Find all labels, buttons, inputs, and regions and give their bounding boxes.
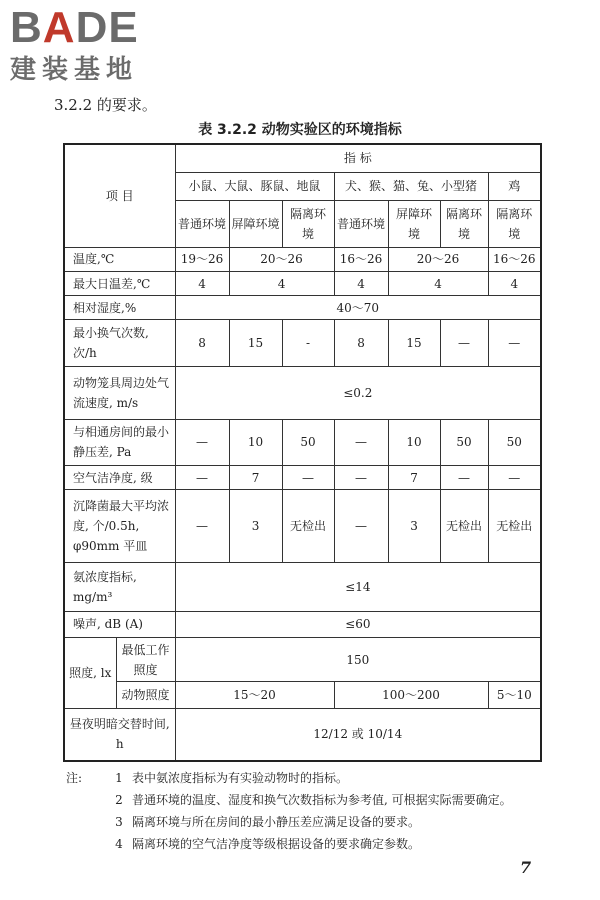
cell: ≤0.2 xyxy=(175,366,541,419)
header-group-chicken: 鸡 xyxy=(488,172,541,200)
header-env: 普通环境 xyxy=(175,201,229,248)
header-indicator: 指 标 xyxy=(175,144,541,172)
cell: — xyxy=(175,419,229,466)
note-number: 3 xyxy=(115,815,123,829)
cell: — xyxy=(175,466,229,490)
cell: — xyxy=(334,466,388,490)
cell: 15 xyxy=(388,320,440,367)
row-label-bacteria: 沉降菌最大平均浓度, 个/0.5h, φ90mm 平皿 xyxy=(64,490,175,563)
cell: 15～20 xyxy=(175,682,334,708)
row-sublabel-animal-lux: 动物照度 xyxy=(116,682,175,708)
cell: 4 xyxy=(175,271,229,295)
cell: 5～10 xyxy=(488,682,541,708)
cell: — xyxy=(175,490,229,563)
note-text: 隔离环境的空气洁净度等级根据设备的要求确定参数。 xyxy=(132,837,421,851)
note-number: 2 xyxy=(115,793,123,807)
cell: 12/12 或 10/14 xyxy=(175,708,541,761)
header-item: 项 目 xyxy=(64,144,175,247)
row-label-ammonia: 氨浓度指标, mg/m³ xyxy=(64,563,175,612)
header-group-rodents: 小鼠、大鼠、豚鼠、地鼠 xyxy=(175,172,334,200)
row-label-airflow: 动物笼具周边处气流速度, m/s xyxy=(64,366,175,419)
cell: 150 xyxy=(175,637,541,682)
header-env: 隔离环境 xyxy=(488,201,541,248)
cell: 40～70 xyxy=(175,296,541,320)
logo-chinese-text: 建装基地 xyxy=(10,55,139,85)
cell: 50 xyxy=(282,419,334,466)
cell: ≤60 xyxy=(175,611,541,637)
cell: — xyxy=(282,466,334,490)
row-label-cleanliness: 空气洁净度, 级 xyxy=(64,466,175,490)
note-item xyxy=(66,789,512,811)
cell: — xyxy=(488,466,541,490)
cell: 19～26 xyxy=(175,247,229,271)
row-sublabel-min-work-lux: 最低工作照度 xyxy=(116,637,175,682)
logo-letters-2: DE xyxy=(75,3,139,52)
logo-letters-1: B xyxy=(10,3,43,52)
notes xyxy=(66,767,512,855)
row-label-day-night: 昼夜明暗交替时间, h xyxy=(64,708,175,761)
cell: 10 xyxy=(388,419,440,466)
cell: 3 xyxy=(388,490,440,563)
note-item xyxy=(66,767,512,789)
cell: 8 xyxy=(334,320,388,367)
cell: 无检出 xyxy=(440,490,488,563)
bade-logo xyxy=(10,3,180,90)
cell: 8 xyxy=(175,320,229,367)
cell: 3 xyxy=(229,490,282,563)
cell: ≤14 xyxy=(175,563,541,612)
cell: 4 xyxy=(488,271,541,295)
cell: 4 xyxy=(334,271,388,295)
cell: 4 xyxy=(229,271,334,295)
note-item xyxy=(66,833,512,855)
note-item xyxy=(66,811,512,833)
environment-table xyxy=(63,143,542,762)
cell: 20～26 xyxy=(229,247,334,271)
cell: - xyxy=(282,320,334,367)
cell: — xyxy=(440,466,488,490)
note-text: 普通环境的温度、湿度和换气次数指标为参考值, 可根据实际需要确定。 xyxy=(132,793,512,807)
cell: 50 xyxy=(488,419,541,466)
cell: 50 xyxy=(440,419,488,466)
notes-label: 注: xyxy=(66,771,83,785)
table-caption: 表 3.2.2 动物实验区的环境指标 xyxy=(198,122,402,138)
row-label-lux: 照度, lx xyxy=(64,637,116,708)
cell: 无检出 xyxy=(488,490,541,563)
header-env: 屏障环境 xyxy=(229,201,282,248)
row-label-temperature: 温度,℃ xyxy=(64,247,175,271)
row-label-air-change: 最小换气次数,次/h xyxy=(64,320,175,367)
cell: 16～26 xyxy=(488,247,541,271)
row-label-pressure-diff: 与相通房间的最小静压差, Pa xyxy=(64,419,175,466)
cell: 7 xyxy=(388,466,440,490)
cell: — xyxy=(334,490,388,563)
header-env: 普通环境 xyxy=(334,201,388,248)
cell: 100～200 xyxy=(334,682,488,708)
cell: 10 xyxy=(229,419,282,466)
header-env: 屏障环境 xyxy=(388,201,440,248)
note-number: 1 xyxy=(115,771,123,785)
note-text: 隔离环境与所在房间的最小静压差应满足设备的要求。 xyxy=(132,815,421,829)
cell: — xyxy=(334,419,388,466)
row-label-noise: 噪声, dB (A) xyxy=(64,611,175,637)
lead-text: 3.2.2 的要求。 xyxy=(54,96,157,114)
logo-letter-accent: A xyxy=(42,3,76,52)
cell: 4 xyxy=(388,271,488,295)
cell: — xyxy=(488,320,541,367)
header-env: 隔离环境 xyxy=(440,201,488,248)
cell: 15 xyxy=(229,320,282,367)
cell: — xyxy=(440,320,488,367)
cell: 20～26 xyxy=(388,247,488,271)
note-text: 表中氨浓度指标为有实验动物时的指标。 xyxy=(132,771,349,785)
cell: 7 xyxy=(229,466,282,490)
note-number: 4 xyxy=(115,837,123,851)
page-number: 7 xyxy=(520,858,532,877)
header-env: 隔离环境 xyxy=(282,201,334,248)
header-group-mammals: 犬、猴、猫、兔、小型猪 xyxy=(334,172,488,200)
cell: 16～26 xyxy=(334,247,388,271)
row-label-humidity: 相对湿度,% xyxy=(64,296,175,320)
cell: 无检出 xyxy=(282,490,334,563)
row-label-max-temp-diff: 最大日温差,℃ xyxy=(64,271,175,295)
logo-wordmark xyxy=(10,3,180,52)
